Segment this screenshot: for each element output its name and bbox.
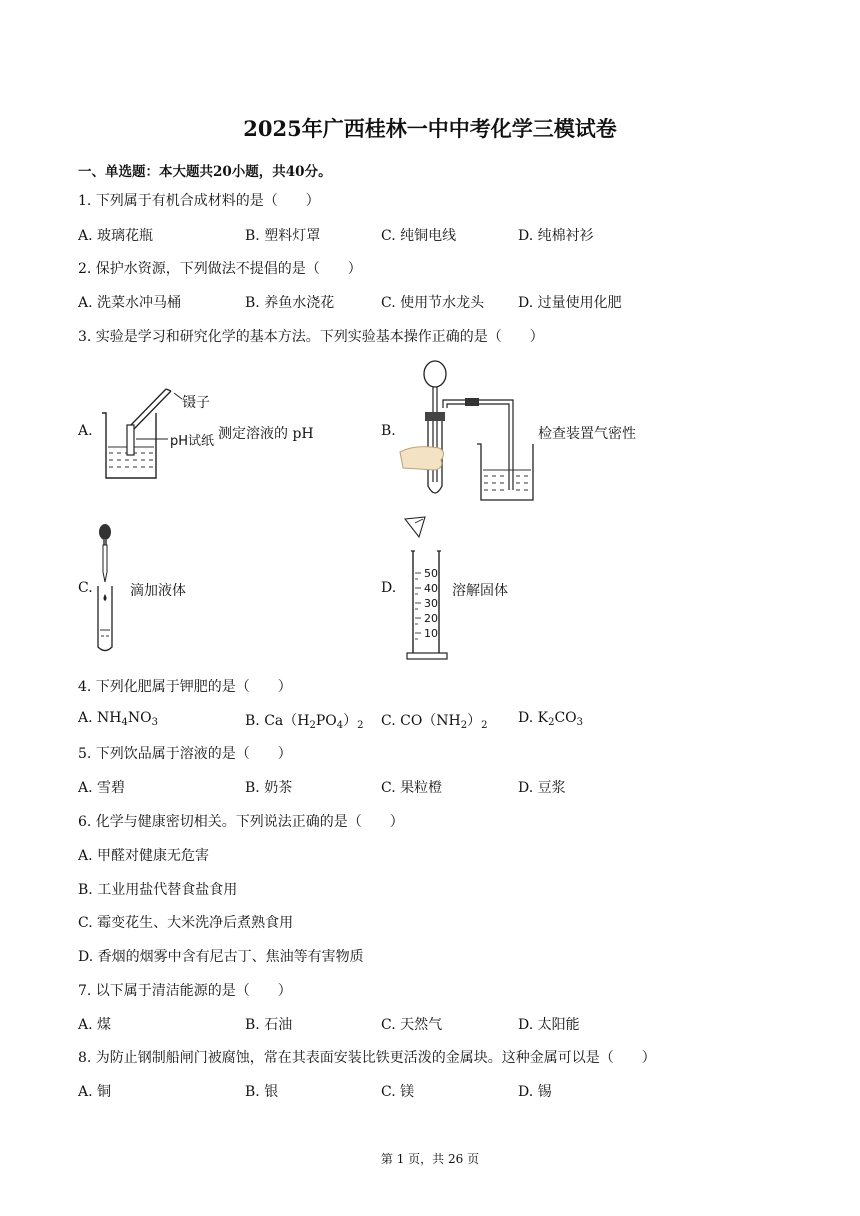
question-1-option-c: C. 纯铜电线	[381, 228, 457, 244]
question-5-option-c: C. 果粒橙	[381, 780, 443, 796]
question-1-option-b: B. 塑料灯罩	[245, 228, 321, 244]
question-7-stem: 7. 以下属于清洁能源的是（ ）	[78, 983, 292, 999]
page-footer: 第 1 页，共 26 页	[380, 1152, 480, 1166]
question-3-option-b-text: 检查装置气密性	[538, 426, 636, 442]
question-6-option-c: C. 霉变花生、大米洗净后煮熟食用	[78, 915, 294, 931]
question-5-option-d: D. 豆浆	[518, 780, 566, 796]
question-4-option-a: A. $NH_4NO_3$	[78, 710, 158, 728]
question-3-option-a-letter: A.	[78, 423, 93, 439]
question-1-stem: 1. 下列属于有机合成材料的是（ ）	[78, 193, 320, 209]
scale-label-10: 10	[424, 627, 438, 640]
question-3-option-b-letter: B.	[381, 423, 396, 439]
scale-label-40: 40	[424, 582, 438, 595]
measuring-cylinder-diagram	[403, 515, 453, 663]
question-2-stem: 2. 保护水资源，下列做法不提倡的是（ ）	[78, 261, 362, 277]
dropper-diagram	[93, 522, 119, 654]
question-7-option-b: B. 石油	[245, 1017, 293, 1033]
question-1-option-d: D. 纯棉衬衫	[518, 228, 594, 244]
scale-label-30: 30	[424, 597, 438, 610]
question-4-option-c: C. $CO(NH_2)_2$	[381, 713, 488, 731]
question-3-stem: 3. 实验是学习和研究化学的基本方法。下列实验基本操作正确的是（ ）	[78, 329, 544, 345]
question-6-option-a: A. 甲醛对健康无危害	[78, 848, 210, 864]
tweezers-icon	[129, 389, 171, 429]
question-8-option-d: D. 锡	[518, 1084, 552, 1100]
question-8-option-c: C. 镁	[381, 1084, 415, 1100]
ph-test-diagram	[96, 385, 226, 485]
question-4-option-d: D. $K_2CO_3$	[518, 710, 584, 728]
rubber-connector	[465, 398, 479, 406]
page-title: 2025年广西桂林一中中考化学三模试卷	[243, 116, 617, 141]
airtightness-diagram	[395, 360, 540, 505]
question-3-option-d-letter: D.	[381, 580, 397, 596]
section-heading: 一、单选题：本大题共20小题，共40分。	[78, 164, 332, 180]
question-1-option-a: A. 玻璃花瓶	[78, 228, 154, 244]
question-5-option-a: A. 雪碧	[78, 780, 126, 796]
question-6-option-d: D. 香烟的烟雾中含有尼古丁、焦油等有害物质	[78, 949, 364, 965]
question-3-option-d-text: 溶解固体	[452, 583, 508, 599]
question-8-option-b: B. 银	[245, 1084, 279, 1100]
question-4-stem: 4. 下列化肥属于钾肥的是（ ）	[78, 679, 292, 695]
question-3-option-c-letter: C.	[78, 580, 93, 596]
hand-icon	[400, 447, 444, 470]
question-2-option-a: A. 洗菜水冲马桶	[78, 295, 182, 311]
funnel-bulb	[424, 361, 446, 387]
question-2-option-c: C. 使用节水龙头	[381, 295, 485, 311]
question-7-option-a: A. 煤	[78, 1017, 112, 1033]
dropper-bulb-icon	[99, 524, 111, 540]
question-5-option-b: B. 奶茶	[245, 780, 293, 796]
paper-funnel-icon	[405, 517, 425, 537]
question-7-option-d: D. 太阳能	[518, 1017, 580, 1033]
question-3-option-c-text: 滴加液体	[130, 583, 186, 599]
question-5-stem: 5. 下列饮品属于溶液的是（ ）	[78, 746, 292, 762]
question-3-option-a-text: 测定溶液的 pH	[218, 426, 314, 442]
question-8-option-a: A. 铜	[78, 1084, 112, 1100]
question-8-stem: 8. 为防止钢制船闸门被腐蚀，常在其表面安装比铁更活泼的金属块。这种金属可以是（ ）	[78, 1050, 656, 1066]
question-6-option-b: B. 工业用盐代替食盐食用	[78, 882, 238, 898]
question-2-option-b: B. 养鱼水浇花	[245, 295, 335, 311]
tweezers-label: 镊子	[182, 395, 210, 411]
question-6-stem: 6. 化学与健康密切相关。下列说法正确的是（ ）	[78, 814, 404, 830]
ph-paper-label: pH试纸	[170, 434, 215, 449]
scale-label-20: 20	[424, 612, 438, 625]
question-4-option-b: B. $Ca(H_2PO_4)_2$	[245, 713, 364, 731]
question-7-option-c: C. 天然气	[381, 1017, 443, 1033]
question-2-option-d: D. 过量使用化肥	[518, 295, 622, 311]
ph-paper-icon	[127, 425, 134, 455]
scale-label-50: 50	[424, 567, 438, 580]
